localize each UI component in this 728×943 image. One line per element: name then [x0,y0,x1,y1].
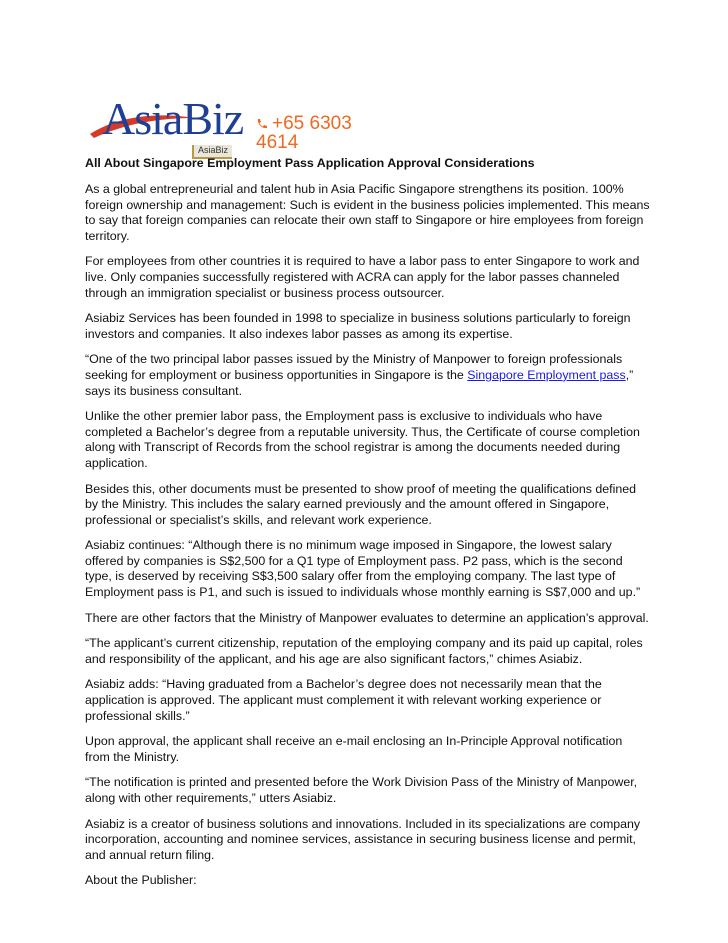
paragraph-6: Besides this, other documents must be presented to show proof of meeting the qualifications defined by the Ministry. This includes the salary earned previously and the amount offered in Singapore, professional or specialist’s skills, and relevant work experience. [85,481,637,527]
paragraph-13: Asiabiz is a creator of business solutions and innovations. Included in its specializations are company incorporation, accounting and nominee services, assistance in securing business license and permit, and annual return filing. [85,816,641,862]
paragraph-4 [85,352,650,399]
singapore-employment-pass-link[interactable]: Singapore Employment pass [467,367,626,382]
paragraph-1: As a global entrepreneurial and talent hub in Asia Pacific Singapore strengthens its position. 100% foreign ownership and management: Such is evident in the business policies implemented. This means to say that foreign companies can relocate their own staff to Singapore or hire employees from foreign territory. [85,182,650,243]
paragraph-12: “The notification is printed and presented before the Work Division Pass of the Ministry of Manpower, along with other requirements,” utters Asiabiz. [85,775,638,805]
logo-phone [256,114,388,152]
paragraph-11: Upon approval, the applicant shall receive an e-mail enclosing an In-Principle Approval notification from the Ministry. [85,734,623,764]
phone-number: +65 6303 4614 [256,113,352,153]
paragraph-5: Unlike the other premier labor pass, the Employment pass is exclusive to individuals who have completed a Bachelor’s degree from a reputable university. Thus, the Certificate of course completion along with Transcript of Records from the school registrar is among the documents needed during application. [85,409,640,470]
paragraph-2: For employees from other countries it is required to have a labor pass to enter Singapore to work and live. Only companies successfully registered with ACRA can apply for the labor passes channeled through an immigration specialist or business process outsourcer. [85,254,640,300]
article-title: All About Singapore Employment Pass Application Approval Considerations [85,156,535,170]
paragraph-4-after: ,” says its business consultant. [85,367,634,398]
logo-tag: AsiaBiz [192,145,232,159]
paragraph-7: Asiabiz continues: “Although there is no minimum wage imposed in Singapore, the lowest salary offered by companies is S$2,500 for a Q1 type of Employment pass. P2 pass, which is the second type, is deserved by receiving S$3,500 salary offer from the employing company. The last type of Employment pass is P1, and such is issued to individuals whose monthly earning is S$7,000 and up.” [85,538,641,600]
paragraph-8: There are other factors that the Ministry of Manpower evaluates to determine an application’s approval. [85,610,649,625]
article [85,156,650,899]
paragraph-14: About the Publisher: [85,873,197,888]
paragraph-4-before: “One of the two principal labor passes issued by the Ministry of Manpower to foreign professionals seeking for employment or business opportunities in Singapore is the [85,352,623,382]
phone-icon [256,118,268,130]
paragraph-10: Asiabiz adds: “Having graduated from a Bachelor’s degree does not necessarily mean that the application is approved. The applicant must complement it with relevant working experience or professional skills.” [85,677,602,723]
logo-brand-text: AsiaBiz [102,93,244,144]
paragraph-3: Asiabiz Services has been founded in 1998 to specialize in business solutions particularly to foreign investors and companies. It also indexes labor passes as among its expertise. [85,311,631,341]
paragraph-9: “The applicant’s current citizenship, reputation of the employing company and its paid up capital, roles and responsibility of the applicant, and his age are also significant factors,” chimes Asiabiz. [85,636,643,666]
asiabiz-logo [88,94,388,160]
